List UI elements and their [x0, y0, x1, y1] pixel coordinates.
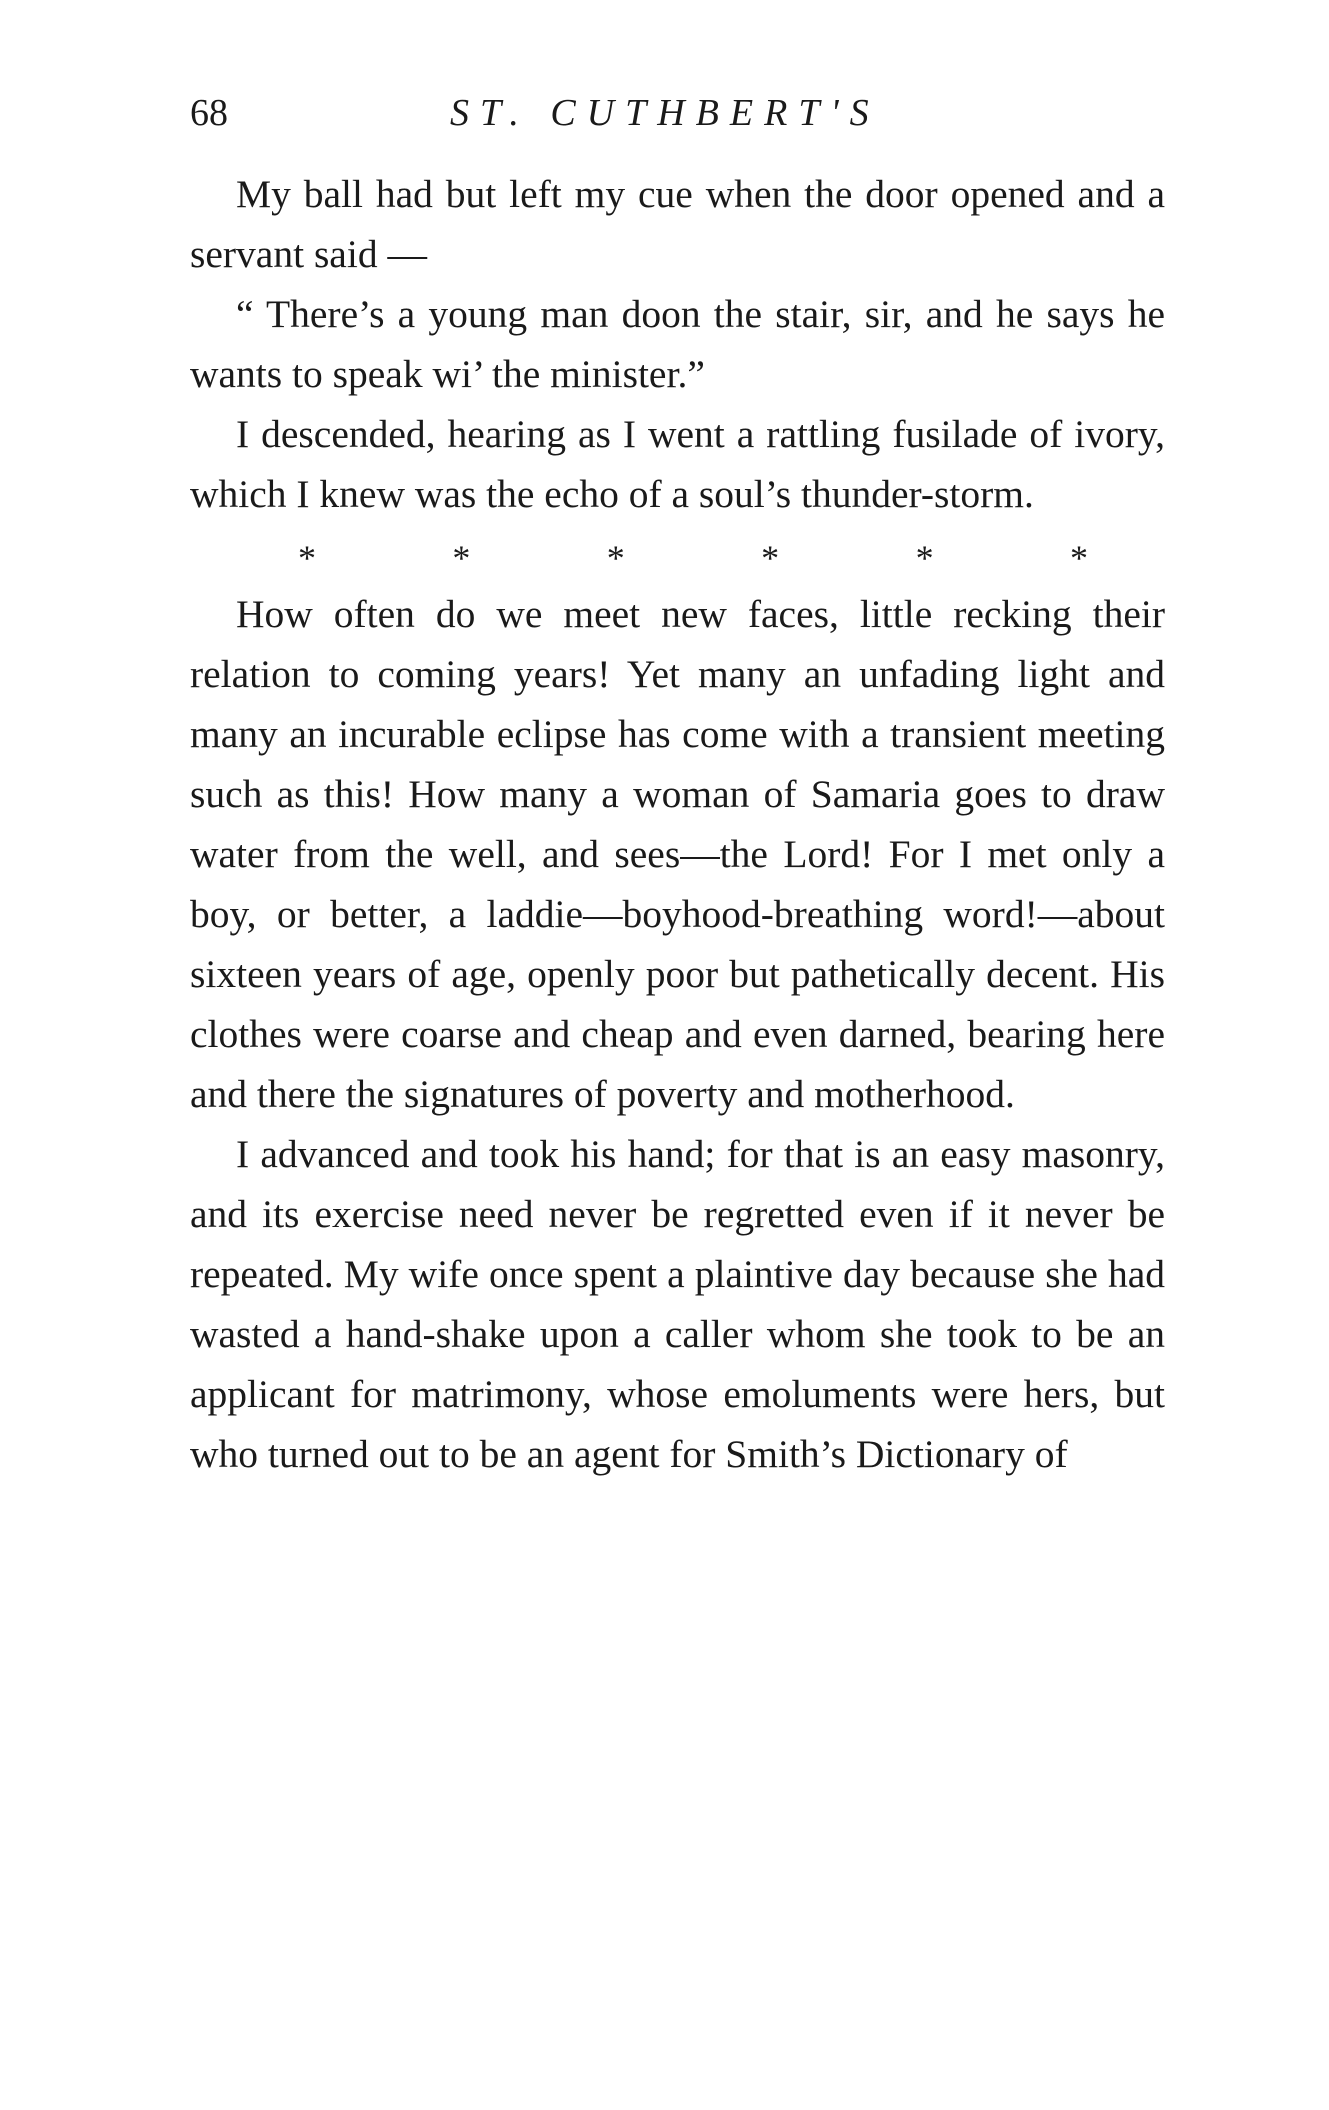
- page-number: 68: [190, 92, 228, 134]
- asterisk: *: [298, 538, 316, 578]
- asterisk: *: [915, 538, 934, 578]
- paragraph-descended: I descended, hearing as I went a rattling fusilade of ivory, which I knew was the echo of a soul’s thunder-storm.: [190, 412, 1165, 516]
- asterisk: *: [452, 538, 471, 578]
- section-break: [298, 524, 1088, 584]
- body-text: [190, 164, 1165, 1484]
- asterisk: *: [761, 538, 780, 578]
- paragraph-new-faces: How often do we meet new faces, little recking their relation to coming years! Yet many an unfading light and many an incurable eclipse has come with a transient meeting such as this! How many a woman of Samaria goes to draw water from the well, and sees—the Lord! For I met only a boy, or better, a laddie—boyhood-breathing word!—about sixteen years of age, openly poor but pathetically decent. His clothes were coarse and cheap and even darned, bearing here and there the signatures of poverty and motherhood.: [190, 592, 1165, 1116]
- running-head: [190, 88, 1170, 138]
- book-title: ST. CUTHBERT'S: [450, 92, 880, 134]
- asterisk: *: [1069, 538, 1088, 578]
- paragraph-handshake: I advanced and took his hand; for that is an easy masonry, and its exercise need never be regretted even if it never be repeated. My wife once spent a plaintive day because she had wasted a hand-shake upon a caller whom she took to be an applicant for matrimony, whose emoluments were hers, but who turned out to be an agent for Smith’s Dictionary of: [190, 1132, 1165, 1476]
- asterisk: *: [606, 538, 625, 578]
- paragraph-servant-speech: “ There’s a young man doon the stair, sir, and he says he wants to speak wi’ the minister.”: [190, 292, 1165, 396]
- paragraph-servant-announcement: My ball had but left my cue when the door opened and a servant said —: [190, 172, 1165, 276]
